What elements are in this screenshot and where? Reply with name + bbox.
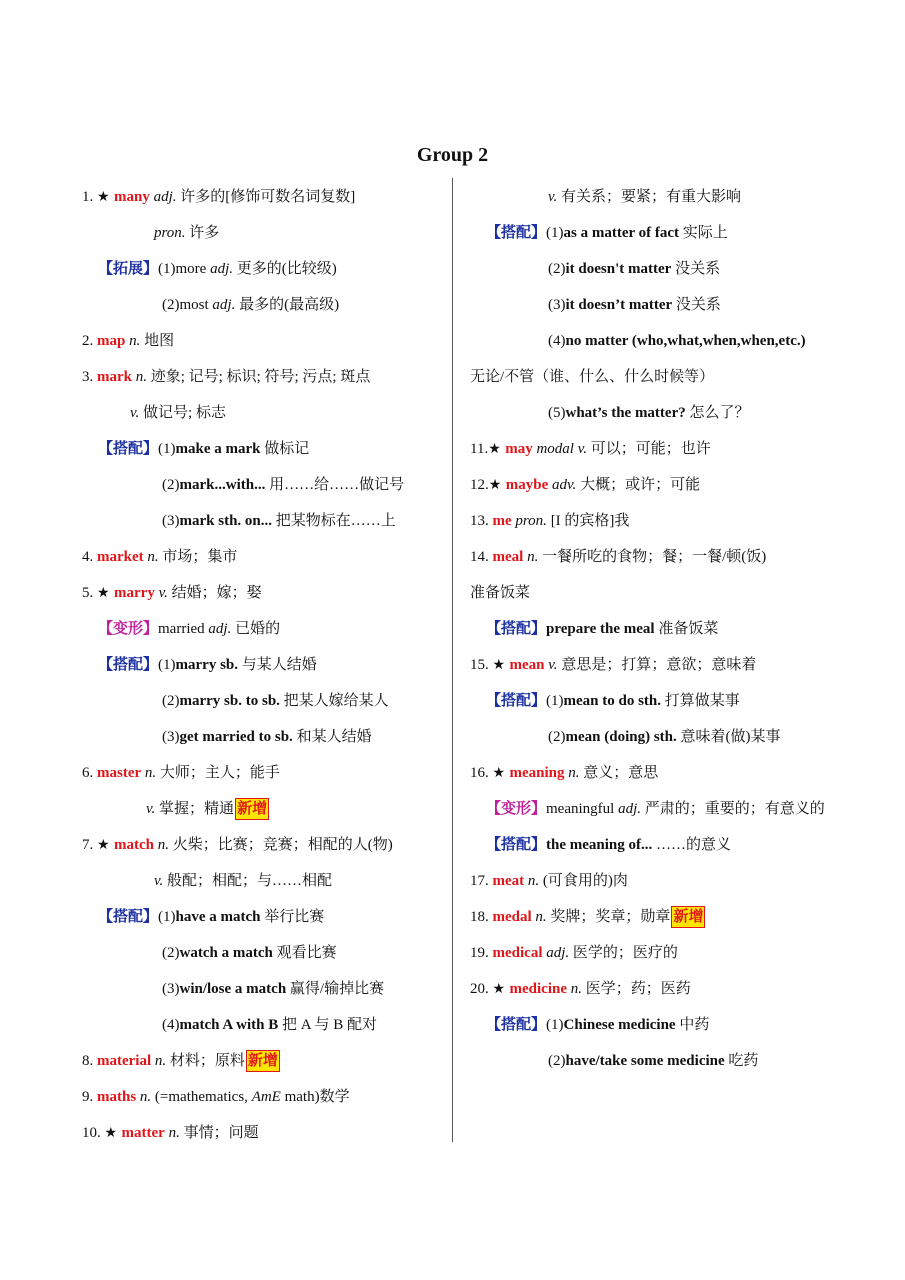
entry-line xyxy=(470,546,842,582)
entry-text: (5) xyxy=(548,405,566,421)
entry-line xyxy=(470,654,842,690)
headword: meat xyxy=(492,873,525,889)
entry-line xyxy=(470,726,842,762)
entry-text: 实际上 xyxy=(679,225,728,241)
section-tag: 【搭配】 xyxy=(486,693,547,709)
collocation-phrase: win/lose a match xyxy=(179,981,287,997)
entry-text: 结婚；嫁；娶 xyxy=(167,585,262,601)
collocation-phrase: Chinese medicine xyxy=(563,1017,676,1033)
star-icon: ★ xyxy=(488,441,506,457)
entry-text: 中药 xyxy=(675,1017,710,1033)
entry-text: 般配；相配；与……相配 xyxy=(163,873,333,889)
entry-text: 15. xyxy=(470,657,493,673)
headword: mark xyxy=(97,369,132,385)
section-tag: 【搭配】 xyxy=(486,621,547,637)
entry-line xyxy=(470,294,842,330)
entry-text: 8. xyxy=(82,1053,97,1069)
part-of-speech: adj. xyxy=(208,621,232,637)
star-icon: ★ xyxy=(492,981,510,997)
entry-line xyxy=(82,510,454,546)
collocation-phrase: marry sb. to sb. xyxy=(179,693,280,709)
entry-line xyxy=(82,402,454,438)
entry-text: 把某物标在……上 xyxy=(272,513,396,529)
entry-text: 意味着(做)某事 xyxy=(676,729,781,745)
entry-line xyxy=(82,1122,454,1158)
collocation-phrase: have/take some medicine xyxy=(565,1053,725,1069)
headword: may xyxy=(505,441,533,457)
entry-text: (2) xyxy=(162,945,180,961)
entry-text: married xyxy=(158,621,209,637)
entry-text: 医学的；医疗的 xyxy=(569,945,678,961)
entry-text: 打算做某事 xyxy=(661,693,740,709)
variant-tag: 【变形】 xyxy=(98,621,159,637)
headword: medal xyxy=(492,909,532,925)
part-of-speech: n. xyxy=(570,981,583,997)
entry-line xyxy=(82,1050,454,1086)
headword: match xyxy=(114,837,155,853)
entry-text: 和某人结婚 xyxy=(292,729,372,745)
part-of-speech: n. xyxy=(129,333,141,349)
part-of-speech: v. xyxy=(154,873,164,889)
part-of-speech: adj. xyxy=(212,297,236,313)
headword: maybe xyxy=(505,477,549,493)
entry-text: 7. xyxy=(82,837,97,853)
entry-text: (1) xyxy=(158,441,176,457)
entry-line xyxy=(82,438,454,474)
left-column xyxy=(82,186,454,1158)
entry-line xyxy=(470,438,842,474)
entry-text: 市场；集市 xyxy=(158,549,238,565)
entry-line xyxy=(82,294,454,330)
headword: meaning xyxy=(509,765,565,781)
part-of-speech: adj. xyxy=(546,945,570,961)
entry-line xyxy=(470,942,842,978)
entry-line xyxy=(470,1014,842,1050)
entry-text: 最多的(最高级) xyxy=(235,297,340,313)
entry-text: 3. xyxy=(82,369,97,385)
headword: me xyxy=(492,513,512,529)
entry-line xyxy=(470,906,842,942)
star-icon: ★ xyxy=(97,585,115,601)
entry-line xyxy=(82,690,454,726)
entry-text: 许多的[修饰可数名词复数] xyxy=(176,189,356,205)
entry-text: (1) xyxy=(546,693,564,709)
entry-text: (1) xyxy=(546,225,564,241)
collocation-phrase: mark...with... xyxy=(179,477,266,493)
entry-text: 20. xyxy=(470,981,493,997)
entry-text: (2) xyxy=(548,729,566,745)
entry-text: 无论/不管（谁、什么、什么时候等） xyxy=(470,369,715,385)
entry-text: 与某人结婚 xyxy=(238,657,317,673)
entry-text: 事情；问题 xyxy=(179,1125,259,1141)
section-tag: 【搭配】 xyxy=(486,1017,547,1033)
entry-line xyxy=(470,366,842,402)
entry-text: (1) xyxy=(158,909,176,925)
collocation-phrase: it doesn't matter xyxy=(565,261,672,277)
entry-line xyxy=(82,906,454,942)
entry-line xyxy=(82,870,454,906)
collocation-phrase: marry sb. xyxy=(175,657,239,673)
entry-text: (3) xyxy=(162,513,180,529)
entry-text: 做记号; 标志 xyxy=(139,405,226,421)
entry-text: 地图 xyxy=(140,333,175,349)
part-of-speech: n. xyxy=(147,549,159,565)
collocation-phrase: match A with B xyxy=(179,1017,279,1033)
collocation-phrase: it doesn’t matter xyxy=(565,297,673,313)
entry-text: 许多 xyxy=(185,225,220,241)
collocation-phrase: mean (doing) sth. xyxy=(565,729,677,745)
entry-line xyxy=(82,978,454,1014)
part-of-speech: v. xyxy=(548,657,558,673)
entry-text: (1)more xyxy=(158,261,211,277)
entry-text: 掌握；精通 xyxy=(155,801,235,817)
entry-text: 4. xyxy=(82,549,97,565)
collocation-phrase: no matter (who,what,when,when,etc.) xyxy=(565,333,806,349)
entry-line xyxy=(470,690,842,726)
entry-line xyxy=(82,366,454,402)
star-icon: ★ xyxy=(104,1125,122,1141)
entry-text: (可食用的)肉 xyxy=(539,873,628,889)
collocation-phrase: mark sth. on... xyxy=(179,513,273,529)
collocation-phrase: as a matter of fact xyxy=(563,225,680,241)
entry-line xyxy=(82,726,454,762)
part-of-speech: adj. xyxy=(210,261,233,277)
entry-line xyxy=(470,978,842,1014)
section-tag: 【搭配】 xyxy=(98,657,159,673)
collocation-phrase: have a match xyxy=(175,909,261,925)
variant-tag: 【变形】 xyxy=(486,801,547,817)
entry-text: (2) xyxy=(162,477,180,493)
entry-line xyxy=(470,402,842,438)
headword: market xyxy=(97,549,144,565)
headword: marry xyxy=(114,585,155,601)
entry-text: 18. xyxy=(470,909,493,925)
entry-line xyxy=(470,834,842,870)
entry-line xyxy=(470,870,842,906)
entry-line xyxy=(82,186,454,222)
entry-text: 准备饭菜 xyxy=(470,585,531,601)
entry-text: 5. xyxy=(82,585,97,601)
star-icon: ★ xyxy=(488,477,506,493)
right-column xyxy=(470,186,842,1086)
entry-text: 大概；或许；可能 xyxy=(576,477,701,493)
part-of-speech: modal v. xyxy=(536,441,588,457)
part-of-speech: v. xyxy=(158,585,168,601)
new-badge: 新增 xyxy=(235,798,269,820)
entry-text: 怎么了？ xyxy=(685,405,750,421)
entry-text: meaningful xyxy=(546,801,619,817)
entry-line xyxy=(82,654,454,690)
entry-line xyxy=(470,1050,842,1086)
collocation-phrase: make a mark xyxy=(175,441,261,457)
entry-text: 10. xyxy=(82,1125,105,1141)
headword: medical xyxy=(492,945,543,961)
star-icon: ★ xyxy=(97,837,115,853)
headword: material xyxy=(97,1053,152,1069)
entry-text: 意思是；打算；意欲；意味着 xyxy=(557,657,757,673)
entry-text: 吃药 xyxy=(724,1053,759,1069)
entry-text: 一餐所吃的食物；餐；一餐/顿(饭) xyxy=(538,549,767,565)
entry-text: 14. xyxy=(470,549,493,565)
entry-line xyxy=(82,222,454,258)
part-of-speech: n. xyxy=(144,765,157,781)
entry-text: (3) xyxy=(162,981,180,997)
entry-line xyxy=(82,798,454,834)
entry-text: 12. xyxy=(470,477,489,493)
entry-text: 火柴；比赛；竞赛；相配的人(物) xyxy=(169,837,393,853)
entry-text: 准备饭菜 xyxy=(654,621,719,637)
collocation-phrase: prepare the meal xyxy=(546,621,655,637)
entry-text: 意义；意思 xyxy=(579,765,659,781)
part-of-speech: v. xyxy=(130,405,140,421)
part-of-speech: n. xyxy=(527,873,540,889)
headword: master xyxy=(97,765,142,781)
entry-text: 奖牌；奖章；勋章 xyxy=(546,909,671,925)
entry-text: 更多的(比较级) xyxy=(233,261,337,277)
collocation-phrase: what’s the matter? xyxy=(565,405,686,421)
entry-text: 把 A 与 B 配对 xyxy=(278,1017,378,1033)
entry-text: 9. xyxy=(82,1089,97,1105)
entry-text: 做标记 xyxy=(260,441,310,457)
part-of-speech: adj. xyxy=(153,189,177,205)
section-tag: 【搭配】 xyxy=(486,225,547,241)
part-of-speech: n. xyxy=(157,837,170,853)
entry-line xyxy=(82,330,454,366)
entry-text: 16. xyxy=(470,765,493,781)
entry-text: 2. xyxy=(82,333,97,349)
star-icon: ★ xyxy=(492,657,510,673)
entry-text: (=mathematics, xyxy=(151,1089,252,1105)
part-of-speech: n. xyxy=(154,1053,167,1069)
headword: mean xyxy=(509,657,545,673)
entry-text: 用……给……做记号 xyxy=(265,477,405,493)
collocation-phrase: mean to do sth. xyxy=(563,693,662,709)
entry-text: (2) xyxy=(548,261,566,277)
entry-text: (4) xyxy=(162,1017,180,1033)
part-of-speech: n. xyxy=(139,1089,152,1105)
star-icon: ★ xyxy=(492,765,510,781)
new-badge: 新增 xyxy=(671,906,705,928)
section-tag: 【搭配】 xyxy=(486,837,547,853)
entry-text: 医学；药；医药 xyxy=(582,981,691,997)
headword: meal xyxy=(492,549,524,565)
entry-text: 6. xyxy=(82,765,97,781)
entry-text: 大师；主人；能手 xyxy=(156,765,280,781)
headword: medicine xyxy=(509,981,568,997)
part-of-speech: n. xyxy=(568,765,580,781)
part-of-speech: n. xyxy=(527,549,539,565)
entry-line xyxy=(82,1014,454,1050)
entry-text: 1. xyxy=(82,189,97,205)
entry-line xyxy=(82,762,454,798)
headword: many xyxy=(114,189,150,205)
entry-line xyxy=(82,474,454,510)
entry-line xyxy=(470,582,842,618)
entry-text: 没关系 xyxy=(672,297,721,313)
part-of-speech: v. xyxy=(146,801,156,817)
entry-line xyxy=(82,834,454,870)
entry-line xyxy=(82,258,454,294)
entry-text: 17. xyxy=(470,873,493,889)
entry-text: math)数学 xyxy=(280,1089,350,1105)
part-of-speech: v. xyxy=(548,189,558,205)
entry-line xyxy=(82,618,454,654)
entry-line xyxy=(82,582,454,618)
entry-text: 19. xyxy=(470,945,493,961)
section-tag: 【搭配】 xyxy=(98,909,159,925)
collocation-phrase: watch a match xyxy=(179,945,273,961)
entry-text: 材料；原料 xyxy=(166,1053,245,1069)
entry-text: 11. xyxy=(470,441,489,457)
headword: map xyxy=(97,333,126,349)
entry-text: 没关系 xyxy=(671,261,721,277)
entry-text: (1) xyxy=(158,657,176,673)
entry-text: [I 的宾格]我 xyxy=(546,513,630,529)
entry-line xyxy=(470,186,842,222)
collocation-phrase: the meaning of... xyxy=(546,837,653,853)
entry-text: 有关系；要紧；有重大影响 xyxy=(557,189,742,205)
collocation-phrase: get married to sb. xyxy=(179,729,293,745)
new-badge: 新增 xyxy=(246,1050,280,1072)
part-of-speech: n. xyxy=(168,1125,180,1141)
entry-text: 已婚的 xyxy=(231,621,281,637)
entry-text: (2) xyxy=(548,1053,566,1069)
entry-line xyxy=(470,798,842,834)
entry-line xyxy=(470,510,842,546)
entry-text: ……的意义 xyxy=(652,837,732,853)
entry-text: 迹象; 记号; 标识; 符号; 污点; 斑点 xyxy=(147,369,371,385)
entry-text: 可以；可能；也许 xyxy=(587,441,711,457)
entry-text: 把某人嫁给某人 xyxy=(279,693,389,709)
entry-line xyxy=(470,222,842,258)
italic-text: AmE xyxy=(251,1089,281,1105)
part-of-speech: n. xyxy=(135,369,147,385)
part-of-speech: n. xyxy=(535,909,547,925)
entry-line xyxy=(470,474,842,510)
headword: matter xyxy=(121,1125,165,1141)
entry-text: (4) xyxy=(548,333,566,349)
part-of-speech: pron. xyxy=(154,225,186,241)
section-tag: 【拓展】 xyxy=(98,261,159,277)
entry-line xyxy=(470,330,842,366)
entry-text: (1) xyxy=(546,1017,564,1033)
headword: maths xyxy=(97,1089,137,1105)
entry-text: 举行比赛 xyxy=(260,909,325,925)
entry-text: 13. xyxy=(470,513,493,529)
entry-line xyxy=(470,258,842,294)
entry-text: 赢得/输掉比赛 xyxy=(286,981,385,997)
part-of-speech: adv. xyxy=(552,477,577,493)
entry-text: 观看比赛 xyxy=(272,945,337,961)
entry-line xyxy=(470,618,842,654)
part-of-speech: adj. xyxy=(618,801,642,817)
entry-line xyxy=(470,762,842,798)
entry-text: (3) xyxy=(548,297,566,313)
entry-text: 严肃的；重要的；有意义的 xyxy=(641,801,825,817)
entry-text: (2)most xyxy=(162,297,213,313)
entry-line xyxy=(82,942,454,978)
entry-text: (3) xyxy=(162,729,180,745)
part-of-speech: pron. xyxy=(515,513,547,529)
entry-text: (2) xyxy=(162,693,180,709)
entry-line xyxy=(82,1086,454,1122)
section-tag: 【搭配】 xyxy=(98,441,159,457)
star-icon: ★ xyxy=(97,189,115,205)
entry-line xyxy=(82,546,454,582)
page-title: Group 2 xyxy=(416,144,489,166)
